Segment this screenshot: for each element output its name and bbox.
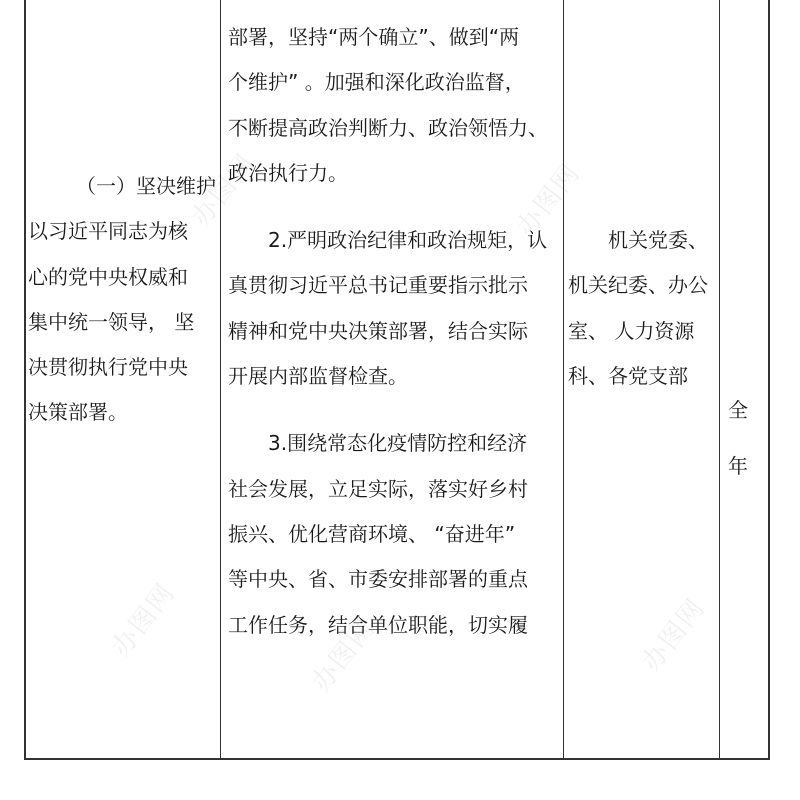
timeframe-char: 全 [728, 398, 748, 422]
category-line: 决贯彻执行党中央 [28, 355, 188, 380]
timeframe-char: 年 [728, 454, 748, 478]
watermark: 办图网 [306, 612, 382, 698]
dept-line: 机关纪委、办公 [568, 273, 708, 298]
column-divider-1 [220, 0, 221, 760]
category-line: 心的党中央权威和 [28, 264, 188, 289]
column-divider-2 [563, 0, 564, 760]
category-line: 集中统一领导， 坚 [28, 309, 195, 334]
category-line: 以习近平同志为核 [28, 219, 188, 244]
content-paragraph-3: 3.围绕常态化疫情防控和经济 社会发展，立足实际，落实好乡村 振兴、优化营商环境、 “奋进年” 等中央、省、市委安排部署的重点 工作任务，结合单位职能，切实履 [228, 431, 528, 637]
content-paragraph-2: 2.严明政治纪律和政治规矩，认 真贯彻习近平总书记重要指示批示 精神和党中央决策部署，结合实际 开展内部监督检查。 [228, 228, 548, 389]
watermark: 办图网 [636, 592, 712, 678]
timeframe-cell [724, 382, 752, 494]
dept-line: 科、各党支部 [568, 363, 688, 388]
dept-line: 机关党委、 [608, 228, 708, 252]
category-line: 决策部署。 [28, 400, 128, 425]
content-paragraph-1: 部署，坚持“两个确立”、做到“两 个维护” 。加强和深化政治监督， 不断提高政治判断力、政治领悟力、 政治执行力。 [228, 25, 548, 185]
task-content-cell [228, 15, 554, 648]
dept-line: 室、 人力资源 [568, 318, 695, 343]
column-divider-3 [719, 0, 720, 760]
category-line: （一）坚决维护 [76, 174, 216, 198]
watermark: 办图网 [186, 147, 262, 233]
responsible-dept-cell [568, 218, 718, 399]
watermark: 办图网 [511, 157, 587, 243]
watermark: 办图网 [106, 577, 182, 663]
